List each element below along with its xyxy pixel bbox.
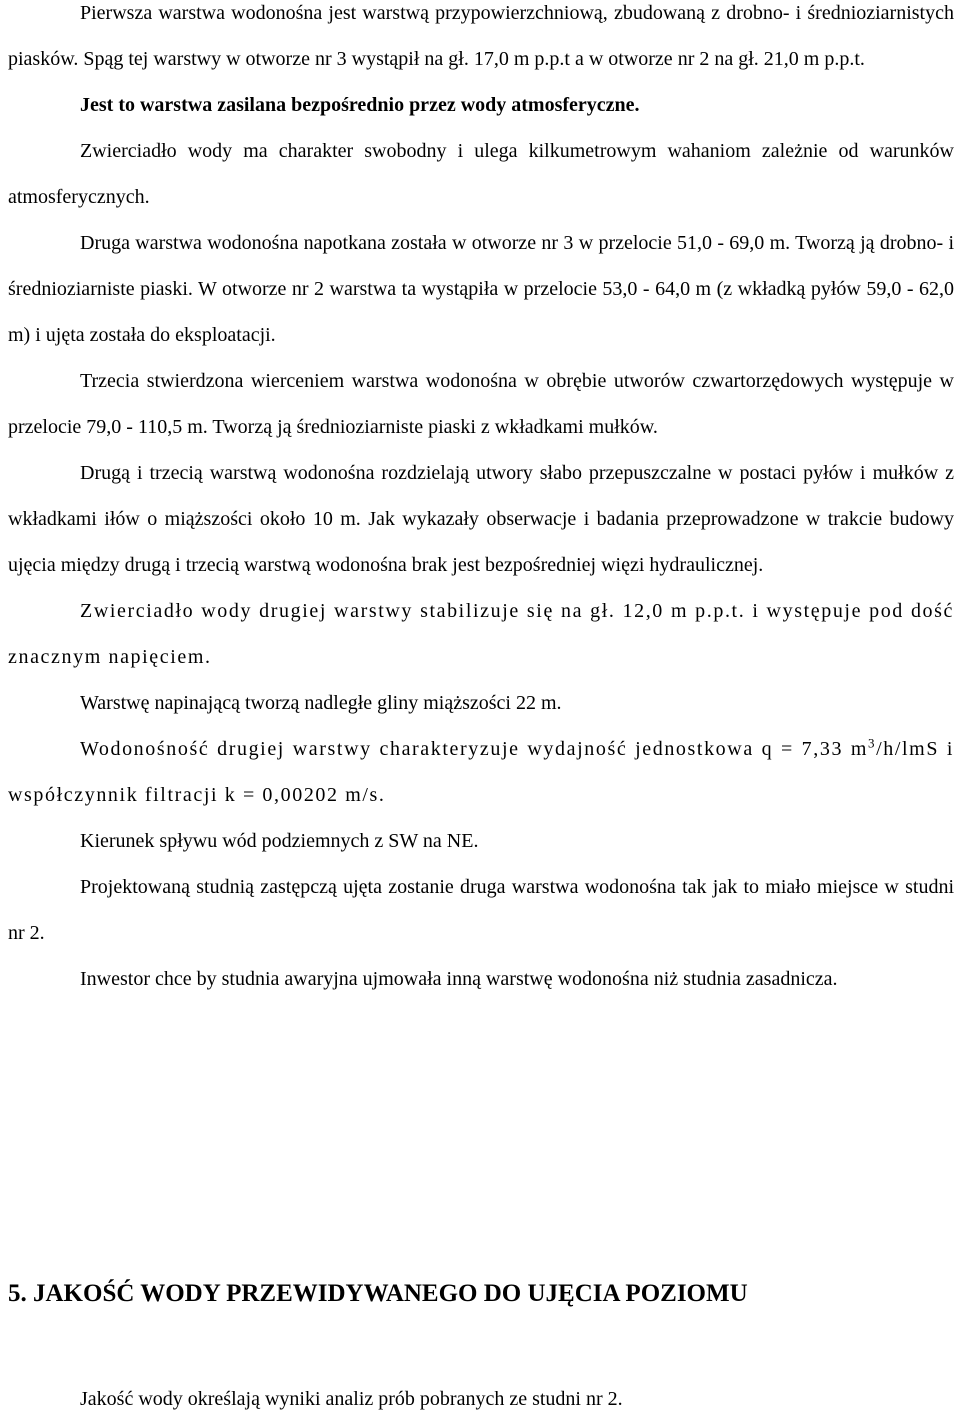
paragraph-water-table: Zwierciadło wody ma charakter swobodny i ulega kilkumetrowym wahaniom zależnie od warunków atmosferycznych. bbox=[8, 140, 954, 208]
section-heading: 5. JAKOŚĆ WODY PRZEWIDYWANEGO DO UJĘCIA POZIOMU bbox=[8, 1280, 748, 1307]
paragraph-flow-direction: Kierunek spływu wód podziemnych z SW na NE. bbox=[80, 830, 479, 852]
paragraph-separation: Drugą i trzecią warstwą wodonośna rozdzielają utwory słabo przepuszczalne w postaci pyłów i mułków z wkładkami iłów o miąższości około 10 m. Jak wykazały obserwacje i badania przeprowadzone w trakcie budowy ujęcia między drugą i trzecią warstwą wodonośna brak jest bezpośredniej więzi hydraulicznej. bbox=[8, 462, 954, 576]
paragraph-investor: Inwestor chce by studnia awaryjna ujmowała inną warstwę wodonośna niż studnia zasadnicza. bbox=[80, 968, 838, 990]
yield-text: Wodonośność drugiej warstwy charakteryzuje wydajność jednostkowa q = 7,33 m bbox=[80, 738, 868, 760]
paragraph-confining-layer: Warstwę napinającą tworzą nadległe gliny miąższości 22 m. bbox=[80, 692, 562, 714]
paragraph-yield bbox=[8, 726, 954, 818]
paragraph-replacement-well: Projektowaną studnią zastępczą ujęta zostanie druga warstwa wodonośna tak jak to miało miejsce w studni nr 2. bbox=[8, 876, 954, 944]
yield-exponent: 3 bbox=[867, 735, 877, 751]
paragraph-atmospheric: Jest to warstwa zasilana bezpośrednio przez wody atmosferyczne. bbox=[80, 94, 640, 116]
paragraph-stabilization: Zwierciadło wody drugiej warstwy stabilizuje się na gł. 12,0 m p.p.t. i występuje pod dość znacznym napięciem. bbox=[8, 600, 954, 668]
yield-text-end: /h/lmS i współczynnik filtracji k = 0,00202 m/s. bbox=[8, 738, 954, 806]
document-body bbox=[8, 0, 954, 1002]
paragraph-water-quality: Jakość wody określają wyniki analiz prób pobranych ze studni nr 2. bbox=[80, 1388, 623, 1410]
paragraph-first-layer: Pierwsza warstwa wodonośna jest warstwą przypowierzchniową, zbudowaną z drobno- i średnioziarnistych piasków. Spąg tej warstwy w otworze nr 3 wystąpił na gł. 17,0 m p.p.t a w otworze nr 2 na gł. 21,0 m p.p.t. bbox=[8, 2, 954, 70]
paragraph-third-layer: Trzecia stwierdzona wierceniem warstwa wodonośna w obrębie utworów czwartorzędowych występuje w przelocie 79,0 - 110,5 m. Tworzą ją średnioziarniste piaski z wkładkami mułków. bbox=[8, 370, 954, 438]
paragraph-second-layer: Druga warstwa wodonośna napotkana została w otworze nr 3 w przelocie 51,0 - 69,0 m. Tworzą ją drobno- i średnioziarniste piaski. W otworze nr 2 warstwa ta wystąpiła w przelocie 53,0 - 64,0 m (z wkładką pyłów 59,0 - 62,0 m) i ujęta została do eksploatacji. bbox=[8, 232, 954, 346]
